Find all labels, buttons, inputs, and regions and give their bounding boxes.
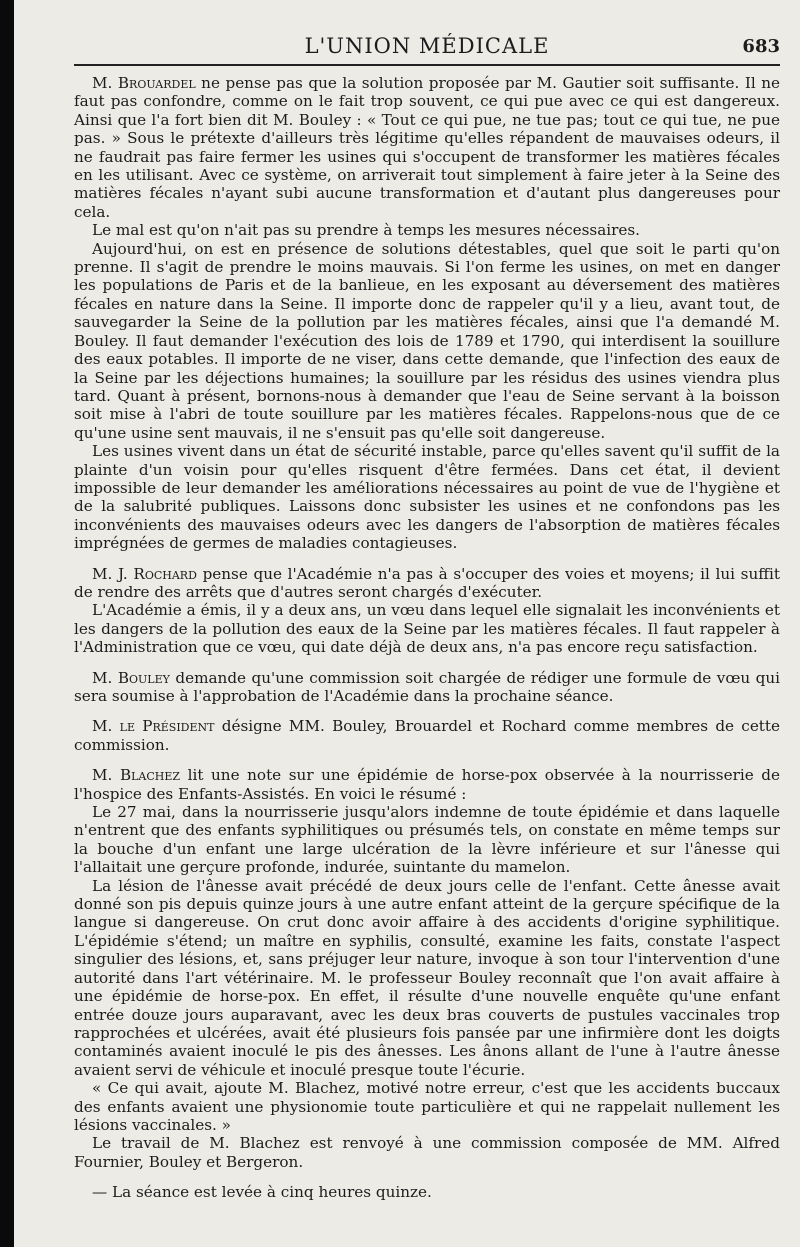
paragraph	[74, 1134, 780, 1171]
paragraph	[74, 601, 780, 656]
speaker-name: M. J. Rochard	[92, 564, 197, 583]
paragraph-text: demande qu'une commission soit chargée de rédiger une formule de vœu qui sera soumise à l'approbation de l'Académie dans la prochaine séance.	[74, 668, 780, 705]
paragraph	[74, 717, 780, 754]
paragraph	[74, 442, 780, 552]
paragraph-text: pense que l'Académie n'a pas à s'occuper des voies et moyens; il lui suffit de rendre des arrêts que d'autres seront chargés d'exécuter.	[74, 564, 781, 601]
paragraph-text: « Ce qui avait, ajoute M. Blachez, motivé notre erreur, c'est que les accidents buccaux des enfants avaient une physionomie toute particulière et qui ne rappelait nullement les lésions vaccinales. »	[74, 1079, 780, 1134]
header-rule	[74, 64, 780, 66]
paragraph	[74, 221, 780, 239]
paragraph	[74, 877, 780, 1079]
paragraph-text: lit une note sur une épidémie de horse-pox observée à la nourrisserie de l'hospice des Enfants-Assistés. En voici le résumé :	[74, 766, 780, 803]
page-number: 683	[742, 36, 780, 57]
paragraph-text: Aujourd'hui, on est en présence de solutions détestables, quel que soit le parti qu'on prenne. Il s'agit de prendre le moins mauvais. Si l'on ferme les usines, on met en danger les populations de Paris et de la banlieue, en les exposant au déversement des matières fécales en nature dans la Seine. Il importe donc de rappeler qu'il y a lieu, avant tout, de sauvegarder la Seine de la pollution par les matières fécales, ainsi que l'a demandé M. Bouley. Il faut demander l'exécution des lois de 1789 et 1790, qui interdisent la souillure des eaux potables. Il importe de ne viser, dans cette demande, que l'infection des eaux de la Seine par les déjections humaines; la souillure par les résidus des usines viendra plus tard. Quant à présent, bornons-nous à demander que l'eau de Seine servant à la boisson soit mise à l'abri de toute souillure par les matières fécales. Rappelons-nous que de ce qu'une usine sent mauvais, il ne s'ensuit pas qu'elle soit dangereuse.	[74, 239, 780, 442]
paragraph	[74, 669, 780, 706]
paragraph	[74, 803, 780, 877]
body-text	[74, 74, 780, 1202]
page-header	[74, 34, 780, 66]
speaker-name: M. le Président	[92, 717, 215, 736]
speaker-name: M. Blachez	[92, 766, 181, 785]
paragraph-text: Le mal est qu'on n'ait pas su prendre à temps les mesures nécessaires.	[92, 221, 640, 240]
paragraph-text: La lésion de l'ânesse avait précédé de deux jours celle de l'enfant. Cette ânesse avait donné son pis depuis quinze jours à une autre enfant atteint de la gerçure spécifique de la langue si dangereuse. On crut donc avoir affaire à des accidents d'origine syphilitique. L'épidémie s'étend; un maître en syphilis, consulté, examine les faits, constate l'aspect singulier des lésions, et, sans préjuger leur nature, invoque à son tour l'intervention d'une autorité dans l'art vétérinaire. M. le professeur Bouley reconnaît que l'on avait affaire à une épidémie de horse-pox. En effet, il résulte d'une nouvelle enquête qu'une enfant entrée douze jours auparavant, avec les deux bras couverts de pustules vaccinales trop rapprochées et ulcérées, avait été plusieurs fois pansée par une infirmière dont les doigts contaminés avaient inoculé le pis des ânesses. Les ânons allant de l'une à l'autre ânesse avaient servi de véhicule et inoculé presque toute l'écurie.	[74, 876, 780, 1079]
paragraph-text: Les usines vivent dans un état de sécurité instable, parce qu'elles savent qu'il suffit de la plainte d'un voisin pour qu'elles risquent d'être fermées. Dans cet état, il devient impossible de leur demander les améliorations nécessaires au point de vue de l'hygiène et de la salubrité publiques. Laissons donc subsister les usines et ne confondons pas les inconvénients des mauvaises odeurs avec les dangers de l'absorption de matières fécales imprégnées de germes de maladies contagieuses.	[74, 442, 780, 553]
paragraph-text: ne pense pas que la solution proposée par M. Gautier soit suffisante. Il ne faut pas confondre, comme on le fait trop souvent, ce qui pue avec ce qui est dangereux. Ainsi que l'a fort bien dit M. Bouley : « Tout ce qui pue, ne tue pas; tout ce qui tue, ne pue pas. » Sous le prétexte d'ailleurs très légitime qu'elles répandent de mauvaises odeurs, il ne faudrait pas faire fermer les usines qui s'occupent de transformer les matières fécales en les utilisant. Avec ce système, on arriverait tout simplement à faire jeter à la Seine des matières fécales n'ayant subi aucune transformation et d'autant plus dangereuses pour cela.	[74, 74, 780, 221]
paragraph	[74, 1183, 780, 1201]
paragraph-text: Le 27 mai, dans la nourrisserie jusqu'alors indemne de toute épidémie et dans laquelle n'entrent que des enfants syphilitiques ou présumés tels, on constate en même temps sur la bouche d'un enfant une large ulcération de la lèvre inférieure et sur l'ânesse qui l'allaitait une gerçure profonde, indurée, suintante du mamelon.	[74, 803, 780, 877]
running-title: L'UNION MÉDICALE	[304, 34, 550, 58]
paragraph	[74, 565, 780, 602]
speaker-name: M. Brouardel	[92, 74, 196, 92]
paragraph	[74, 74, 780, 221]
paragraph	[74, 1079, 780, 1134]
paragraph-text: — La séance est levée à cinq heures quinze.	[92, 1183, 432, 1202]
paragraph	[74, 240, 780, 442]
journal-page	[14, 0, 800, 1247]
paragraph	[74, 766, 780, 803]
paragraph-text: Le travail de M. Blachez est renvoyé à une commission composée de MM. Alfred Fournier, Bouley et Bergeron.	[74, 1134, 780, 1171]
paragraph-text: désigne MM. Bouley, Brouardel et Rochard comme membres de cette commission.	[74, 717, 780, 754]
paragraph-text: L'Académie a émis, il y a deux ans, un vœu dans lequel elle signalait les inconvénients et les dangers de la pollution des eaux de la Seine par les matières fécales. Il faut rappeler à l'Administration que ce vœu, qui date déjà de deux ans, n'a pas encore reçu satisfaction.	[74, 601, 780, 657]
speaker-name: M. Bouley	[92, 668, 170, 687]
